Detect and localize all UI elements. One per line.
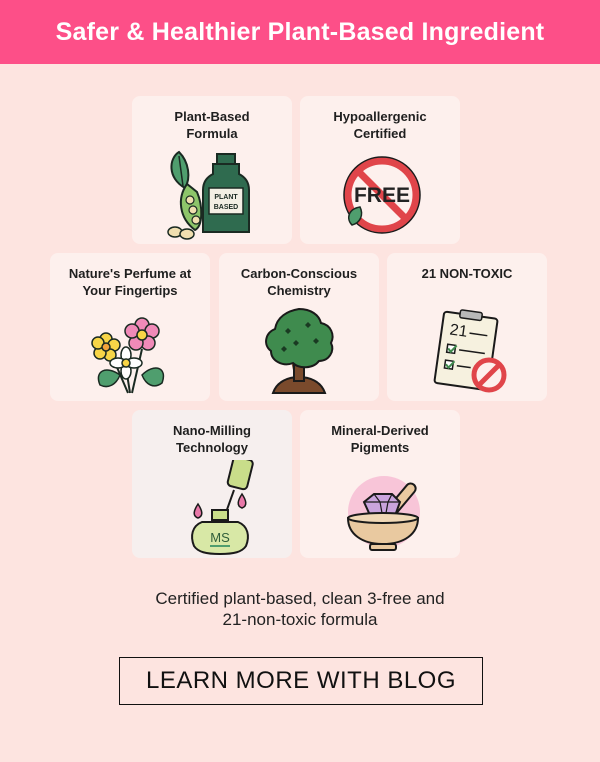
feature-title: Mineral-Derived Pigments <box>331 423 429 455</box>
bottle-monogram: MS <box>210 530 230 545</box>
bottle-label-line1: PLANT <box>214 194 238 201</box>
checklist-clipboard-icon <box>417 305 517 397</box>
plant-based-bottle-icon <box>157 148 267 240</box>
feature-card-plant-based <box>132 96 292 244</box>
tagline: Certified plant-based, clean 3-free and 21-non-toxic formula <box>155 589 445 629</box>
page-title: Safer & Healthier Plant-Based Ingredient <box>55 17 545 46</box>
bottle-label-line2: BASED <box>213 204 239 211</box>
feature-card-21-non-toxic <box>387 253 547 401</box>
feature-title: Plant-Based Formula <box>174 109 250 141</box>
feature-title: Hypoallergenic Certified <box>333 109 427 141</box>
feature-card-nano-milling <box>132 410 292 558</box>
nail-polish-bottle-icon <box>162 460 262 556</box>
free-text: FREE <box>353 184 411 207</box>
mortar-crystal-icon <box>330 462 430 554</box>
feature-card-carbon-conscious <box>219 253 379 401</box>
feature-title: Nature's Perfume at Your Fingertips <box>68 266 192 298</box>
feature-card-hypoallergenic <box>300 96 460 244</box>
tree-icon <box>249 305 349 397</box>
banner-header <box>0 0 600 64</box>
feature-title: 21 NON-TOXIC <box>421 266 513 281</box>
free-prohibited-icon <box>330 149 430 239</box>
flower-bouquet-icon <box>80 305 180 397</box>
feature-card-natures-perfume <box>50 253 210 401</box>
feature-card-mineral-derived <box>300 410 460 558</box>
feature-title: Carbon-Conscious Chemistry <box>240 266 358 298</box>
learn-more-button[interactable]: LEARN MORE WITH BLOG <box>119 657 483 705</box>
feature-title: Nano-Milling Technology <box>173 423 251 455</box>
clipboard-number: 21 <box>448 321 469 341</box>
